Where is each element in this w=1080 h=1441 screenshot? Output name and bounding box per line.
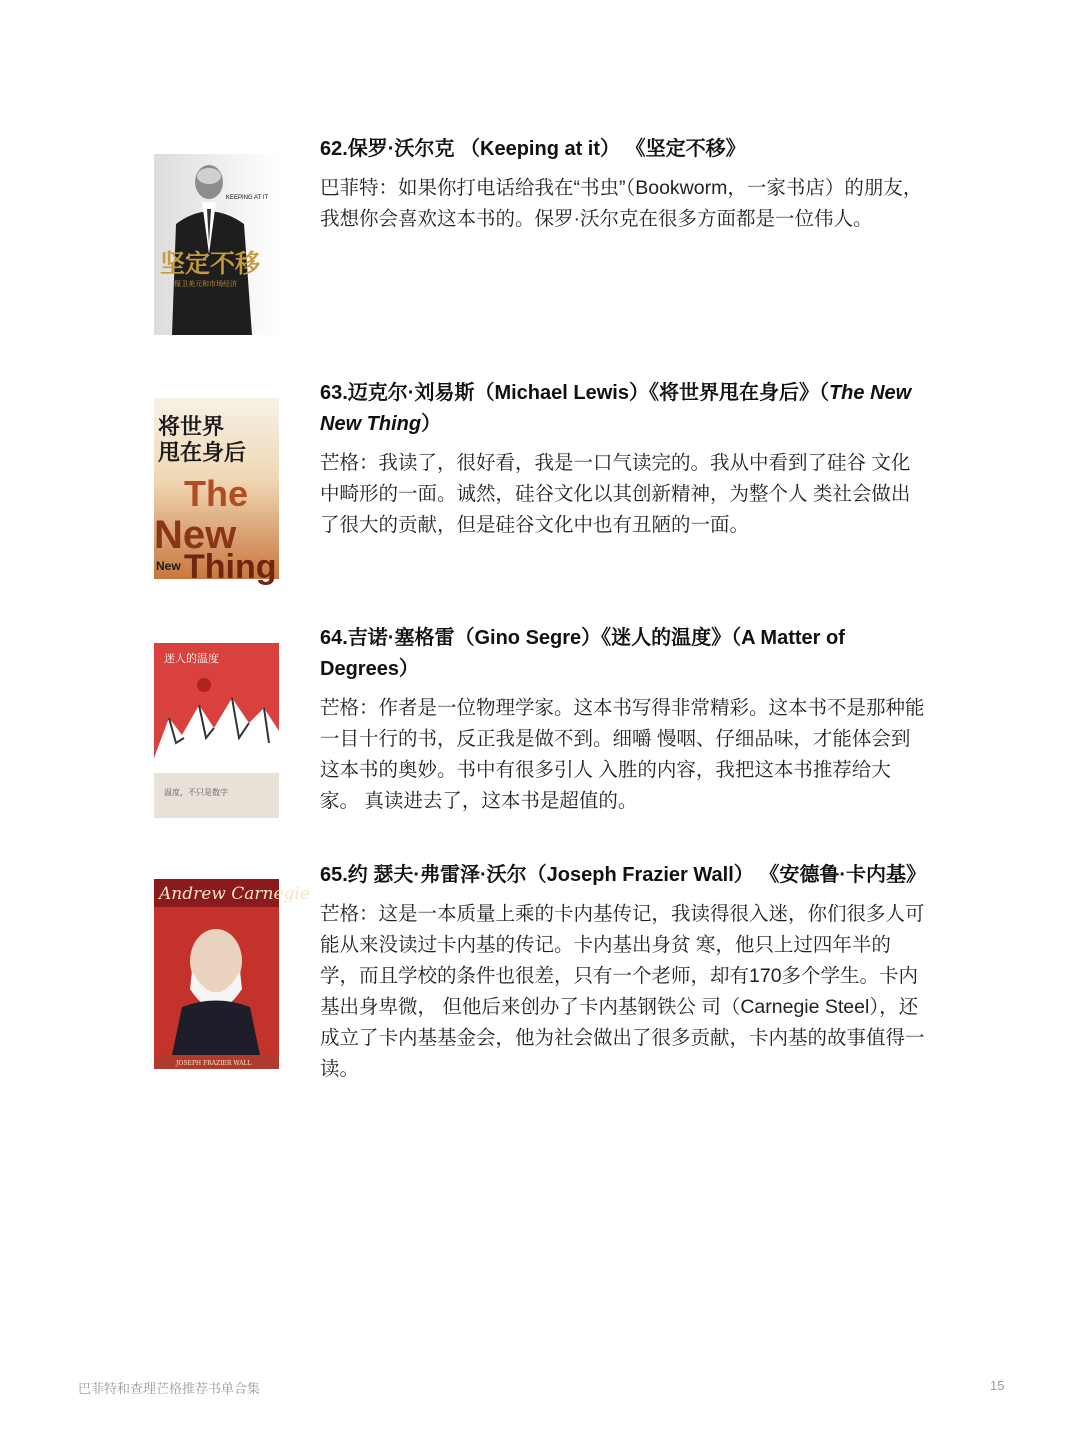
cover-title: 坚定不移: [160, 249, 261, 278]
entry-body: 巴菲特：如果你打电话给我在“书虫”（Bookworm，一家书店）的朋友，我想你会喜欢这本书的。保罗·沃尔克在很多方面都是一位伟人。: [320, 177, 923, 230]
book-cover-new-new-thing: [154, 398, 279, 586]
cover-big-text-the: The: [184, 473, 249, 514]
cover-small-text-new: New: [156, 559, 181, 573]
book-cover-andrew-carnegie: [154, 879, 310, 1069]
book-cover-matter-of-degrees: [154, 643, 279, 818]
page-number: 15: [990, 1378, 1005, 1393]
cover-big-text-new: New: [154, 513, 237, 557]
cover-big-text-thing: Thing: [184, 548, 277, 586]
footer-title: 巴菲特和查理芒格推荐书单合集: [78, 1381, 261, 1396]
cover-top-text: KEEPING AT IT: [226, 195, 269, 201]
cover-subtitle: 保卫美元和市场经济: [174, 280, 237, 288]
entry-body: 芒格：作者是一位物理学家。这本书写得非常精彩。这本书不是那种能一目十行的书，反正我是做不到。细嚼 慢咽、仔细品味，才能体会到这本书的奥妙。书中有很多引人 入胜的内容，我把这本书推荐给大家。 真读进去了，这本书是超值的。: [320, 697, 925, 812]
cover-title-line2: 甩在身后: [158, 440, 247, 466]
entry-heading: 63.迈克尔·刘易斯（Michael Lewis）《将世界甩在身后》（The New New Thing）: [320, 382, 912, 435]
entry-heading: 65.约 瑟夫·弗雷泽·沃尔（Joseph Frazier Wall） 《安德鲁·卡内基》: [320, 864, 926, 886]
cover-title: Andrew Carnegie: [159, 884, 310, 904]
book-cover-keeping-at-it: [154, 154, 279, 335]
cover-subtitle: 温度，不只是数字: [164, 788, 228, 797]
entry-body: 芒格：这是一本质量上乘的卡内基传记，我读得很入迷，你们很多人可能从来没读过卡内基的传记。卡内基出身贫 寒，他只上过四年半的学，而且学校的条件也很差，只有一个老师，却有170多个学生。卡内基出身卑微， 但他后来创办了卡内基钢铁公 司（Carnegie Steel），还成立了卡内基基金会，他为社会做出了很多贡献，卡内基的故事值得一读。: [320, 903, 925, 1080]
cover-author: JOSEPH FRAZIER WALL: [176, 1060, 252, 1067]
entry-heading: 62.保罗·沃尔克 （Keeping at it） 《坚定不移》: [320, 138, 746, 160]
cover-title-line1: 将世界: [158, 414, 225, 440]
entry-heading: 64.吉诺·塞格雷（Gino Segre）《迷人的温度》（A Matter of Degrees）: [320, 627, 845, 680]
entry-body: 芒格：我读了，很好看，我是一口气读完的。我从中看到了硅谷 文化中畸形的一面。诚然，硅谷文化以其创新精神，为整个人 类社会做出了很大的贡献，但是硅谷文化中也有丑陋的一面。: [320, 452, 911, 536]
cover-title: 迷人的温度: [164, 652, 219, 665]
